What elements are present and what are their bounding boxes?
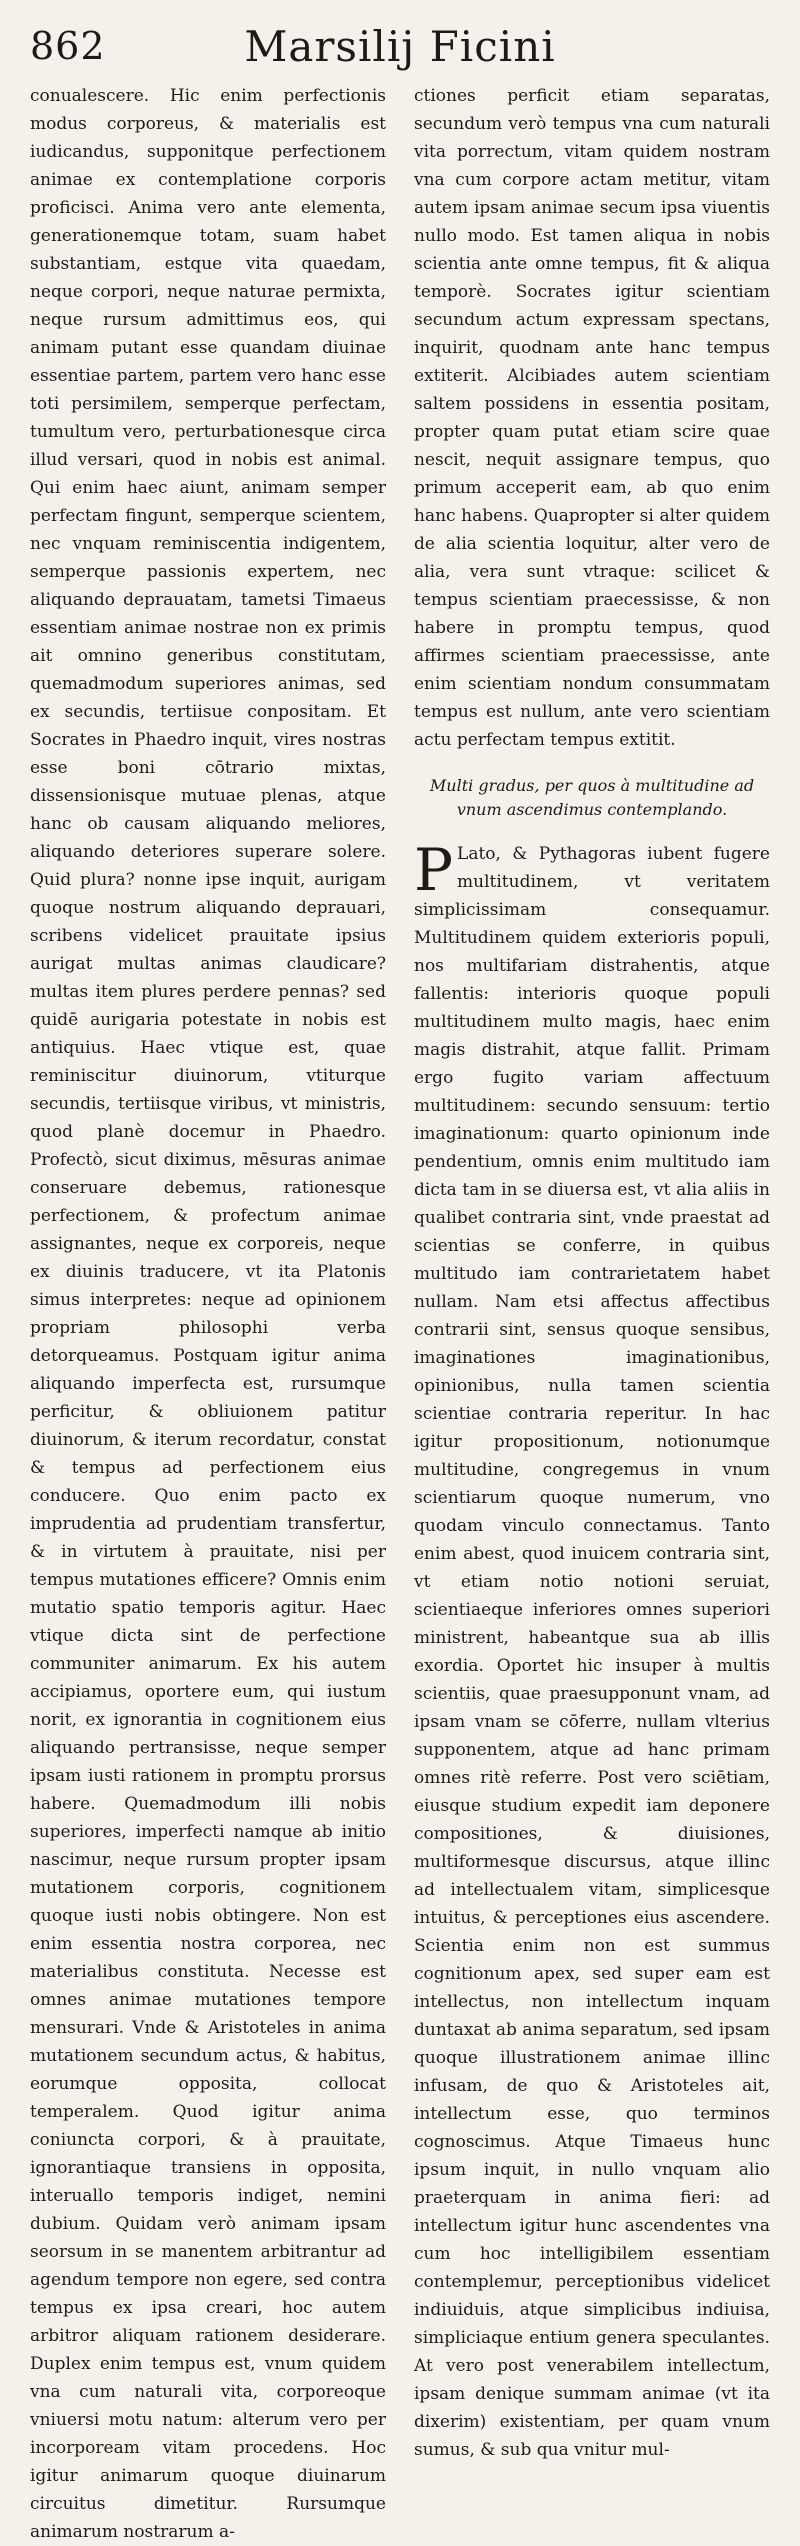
page-number: 862 — [30, 24, 106, 68]
left-column — [30, 82, 386, 2542]
right-column-top-text: ctiones perficit etiam separatas, secundum verò tempus vna cum naturali vita porrectum, vitam quidem nostram vna cum corpore actam metitur, vitam autem ipsam animae secum ipsa viuentis nullo modo. Est tamen aliqua in nobis scientia ante omne tempus, fit & aliqua temporè. Socrates igitur scientiam secundum actum expressam spectans, inquirit, quodnam ante hanc tempus extiterit. Alcibiades autem scientiam saltem possidens in essentia positam, propter quam putat etiam scire quae nescit, nequit assignare tempus, quo primum acceperit eam, ab quo enim hanc habens. Quapropter si alter quidem de alia scientia loquitur, alter vero de alia, vera sunt vtraque: scilicet & tempus scientiam praecessisse, & non habere in promptu tempus, quod affirmes scientiam praecessisse, ante enim scientiam nondum consummatam tempus est nullum, ante vero scientiam actu perfectam tempus extitit. — [414, 86, 770, 750]
drop-cap: P — [414, 836, 454, 904]
page-header — [28, 14, 772, 74]
right-column — [414, 82, 770, 2464]
section-heading: Multi gradus, per quos à multitudine ad vnum ascendimus contemplando. — [429, 776, 755, 819]
right-column-bottom-body: Lato, & Pythagoras iubent fugere multitudinem, vt veritatem simplicissimam consequamur. Multitudinem quidem exterioris populi, nos multifariam distrahentis, atque fallentis: interioris quoque populi multitudinem multo magis, haec enim magis distrahit, atque fallit. Primam ergo fugito variam affectuum multitudinem: secundo sensuum: tertio imaginationum: quarto opinionum inde pendentium, omnis enim multitudo iam dicta tam in se diuersa est, vt alia aliis in qualibet contraria sint, vnde praestat ad scientias se conferre, in quibus multitudo iam contrarietatem habet nullam. Nam etsi affectus affectibus contrarii sint, sensus quoque sensibus, imaginationes imaginationibus, opinionibus, nulla tamen scientia scientiae contraria reperitur. In hac igitur propositionum, notionumque multitudine, congregemus in vnum scientiarum quoque numerum, vno quodam vinculo connectamus. Tanto enim abest, quod inuicem contraria sint, vt etiam notio notioni seruiat, scientiaeque inferiores omnes superiori ministrent, habeantque sua ab illis exordia. Oportet hic insuper à multis scientiis, quae praesupponunt vnam, ad ipsam vnam se cōferre, nullam vlterius supponentem, atque ad hanc primam omnes ritè referre. Post vero sciētiam, eiusque studium expedit iam deponere compositiones, & diuisiones, multiformesque discursus, atque illinc ad intellectualem vitam, simplicesque intuitus, & perceptiones eius ascendere. Scientia enim non est summus cognitionum apex, sed super eam est intellectus, non intellectum inquam duntaxat ab anima separatum, sed ipsam quoque illustrationem animae illinc infusam, de quo & Aristoteles ait, intellectum esse, quo terminos cognoscimus. Atque Timaeus hunc ipsum inquit, in nullo vnquam alio praeterquam in anima fieri: ad intellectum igitur hunc ascendentes vna cum hoc intelligibilem essentiam contemplemur, perceptionibus videlicet indiuiduis, atque simplicibus indiuisa, simpliciaque entium genera speculantes. At vero post venerabilem intellectum, ipsam denique summam animae (vt ita dixerim) existentiam, per quam vnum sumus, & sub qua vnitur mul- — [414, 844, 770, 2460]
running-head: Marsilij Ficini — [244, 22, 556, 71]
right-column-bottom-text — [414, 836, 770, 2464]
left-column-text: conualescere. Hic enim perfectionis modus corporeus, & materialis est iudicandus, supponitque perfectionem animae ex contemplatione corporis proficisci. Anima vero ante elementa, generationemque totam, suam habet substantiam, estque vita quaedam, neque corpori, neque naturae permixta, neque rursum admittimus eos, qui animam putant esse quandam diuinae essentiae partem, partem vero hanc esse toti persimilem, semperque perfectam, tumultum vero, perturbationesque circa illud versari, quod in nobis est animal. Qui enim haec aiunt, animam semper perfectam fingunt, semperque scientem, nec vnquam reminiscentia indigentem, semperque passionis expertem, nec aliquando deprauatam, tametsi Timaeus essentiam animae nostrae non ex primis ait omnino generibus constitutam, quemadmodum superiores animas, sed ex secundis, tertiisue conpositam. Et Socrates in Phaedro inquit, vires nostras esse boni cōtrario mixtas, dissensionisque mutuae plenas, atque hanc ob causam aliquando meliores, aliquando deteriores superare solere. Quid plura? nonne ipse inquit, aurigam quoque nostrum aliquando deprauari, scribens videlicet prauitate ipsius aurigat multas animas claudicare? multas item plures perdere pennas? sed quidē aurigaria potestate in nobis est antiquius. Haec vtique est, quae reminiscitur diuinorum, vtiturque secundis, tertiisque viribus, vt ministris, quod planè docemur in Phaedro. Profectò, sicut diximus, mēsuras animae conseruare debemus, rationesque perfectionem, & profectum animae assignantes, neque ex corporeis, neque ex diuinis traducere, vt ita Platonis simus interpretes: neque ad opinionem propriam philosophi verba detorqueamus. Postquam igitur anima aliquando imperfecta est, rursumque perficitur, & obliuionem patitur diuinorum, & iterum recordatur, constat & tempus ad perfectionem eius conducere. Quo enim pacto ex imprudentia ad prudentiam transfertur, & in virtutem à prauitate, nisi per tempus mutationes efficere? Omnis enim mutatio spatio temporis agitur. Haec vtique dicta sint de perfectione communiter animarum. Ex his autem accipiamus, oportere eum, qui iustum norit, ex ignorantia in cognitionem eius aliquando pertransisse, neque semper ipsam iusti rationem in promptu prorsus habere. Quemadmodum illi nobis superiores, imperfecti namque ab initio nascimur, neque rursum propter ipsam mutationem corporis, cognitionem quoque iusti nobis obtingere. Non est enim essentia nostra corporea, nec materialibus constituta. Necesse est omnes animae mutationes tempore mensurari. Vnde & Aristoteles in anima mutationem secundum actus, & habitus, eorumque opposita, collocat temperalem. Quod igitur anima coniuncta corpori, & à prauitate, ignorantiaque transiens in opposita, interuallo temporis indiget, nemini dubium. Quidam verò animam ipsam seorsum in se manentem arbitrantur ad agendum tempore non egere, sed contra tempus ex ipsa creari, hoc autem arbitror aliquam rationem desiderare. Duplex enim tempus est, vnum quidem vna cum naturali vita, corporeoque vniuersi motu natum: alterum vero per incorpoream vitam procedens. Hoc igitur animarum quoque diuinarum circuitus dimetitur. Rursumque animarum nostrarum a- — [30, 86, 386, 2542]
